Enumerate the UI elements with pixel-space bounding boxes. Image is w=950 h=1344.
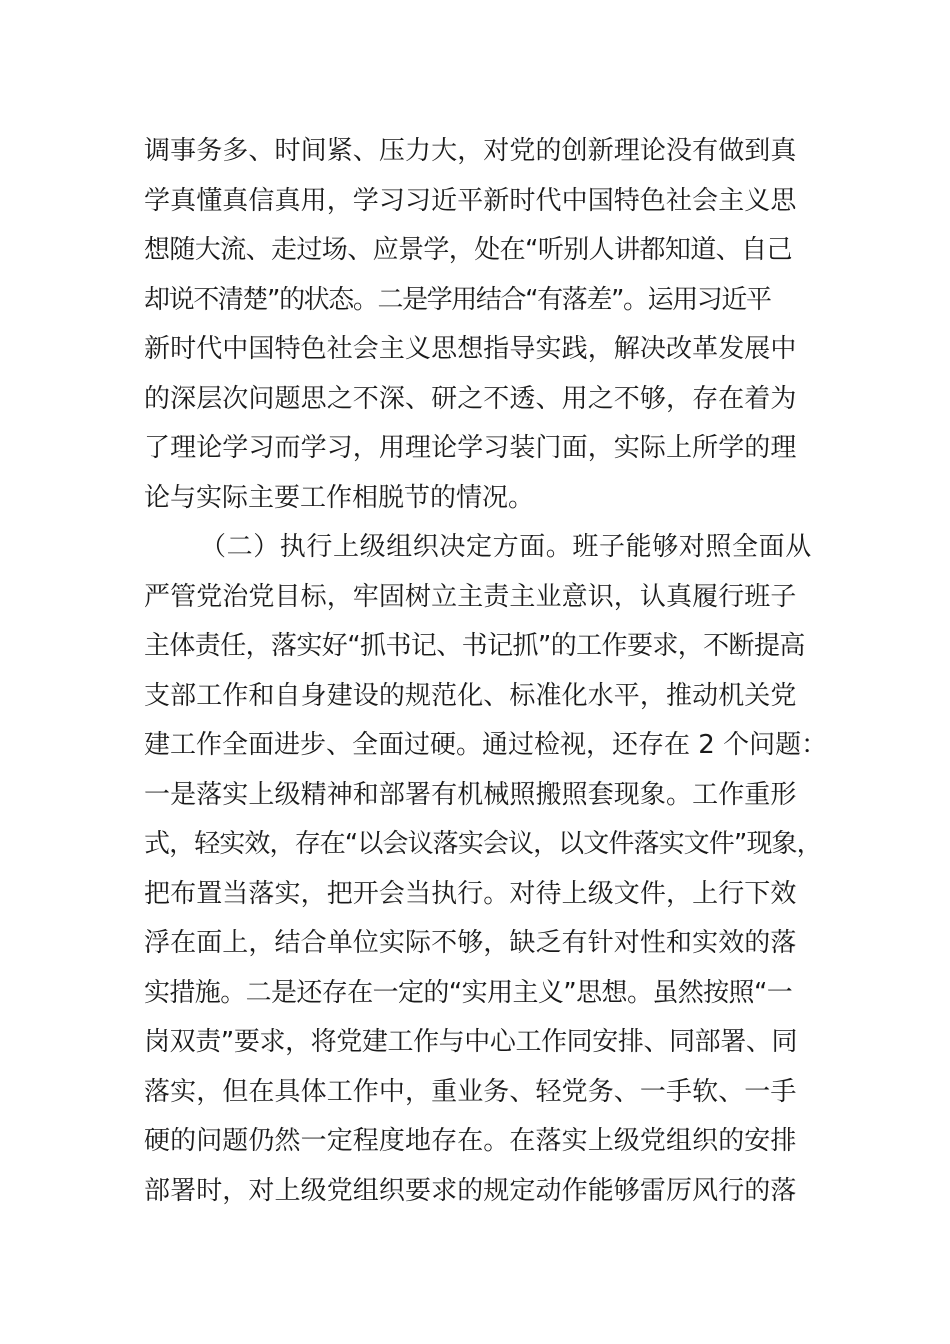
text-line: 严管党治党目标，牢固树立主责主业意识，认真履行班子 xyxy=(144,581,797,612)
text-line: 学真懂真信真用，学习习近平新时代中国特色社会主义思 xyxy=(144,185,797,216)
text-line: 却说不清楚”的状态。二是学用结合“有落差”。运用习近平 xyxy=(144,284,771,315)
text-line: 的深层次问题思之不深、研之不透、用之不够，存在着为 xyxy=(144,383,797,414)
text-line: 了理论学习而学习，用理论学习装门面，实际上所学的理 xyxy=(144,433,797,463)
text-line: 式，轻实效，存在“以会议落实会议，以文件落实文件”现象， xyxy=(144,829,822,859)
text-line: 部署时，对上级党组织要求的规定动作能够雷厉风行的落 xyxy=(144,1175,797,1206)
text-line: 主体责任，落实好“抓书记、书记抓”的工作要求，不断提高 xyxy=(144,631,805,661)
text-line: 支部工作和自身建设的规范化、标准化水平，推动机关党 xyxy=(144,680,797,711)
text-line: 落实，但在具体工作中，重业务、轻党务、一手软、一手 xyxy=(144,1076,797,1107)
text-line: 一是落实上级精神和部署有机械照搬照套现象。工作重形 xyxy=(144,779,797,810)
text-line: 新时代中国特色社会主义思想指导实践，解决改革发展中 xyxy=(144,334,797,364)
text-line: 实措施。二是还存在一定的“实用主义”思想。虽然按照“一 xyxy=(144,977,793,1008)
text-line: 把布置当落实，把开会当执行。对待上级文件，上行下效 xyxy=(144,878,797,909)
text-line: 调事务多、时间紧、压力大，对党的创新理论没有做到真 xyxy=(144,136,797,166)
text-line: 浮在面上，结合单位实际不够，缺乏有针对性和实效的落 xyxy=(144,928,797,958)
text-line: 论与实际主要工作相脱节的情况。 xyxy=(144,482,535,513)
text-line: 硬的问题仍然一定程度地存在。在落实上级党组织的安排 xyxy=(144,1126,797,1156)
text-line: 岗双责”要求，将党建工作与中心工作同安排、同部署、同 xyxy=(144,1027,798,1057)
text-line: 想随大流、走过场、应景学，处在“听别人讲都知道、自己 xyxy=(144,235,792,265)
text-line: （二）执行上级组织决定方面。班子能够对照全面从 xyxy=(200,532,812,562)
text-line: 建工作全面进步、全面过硬。通过检视，还存在 2 个问题： xyxy=(144,730,828,760)
body-text xyxy=(144,127,844,1216)
